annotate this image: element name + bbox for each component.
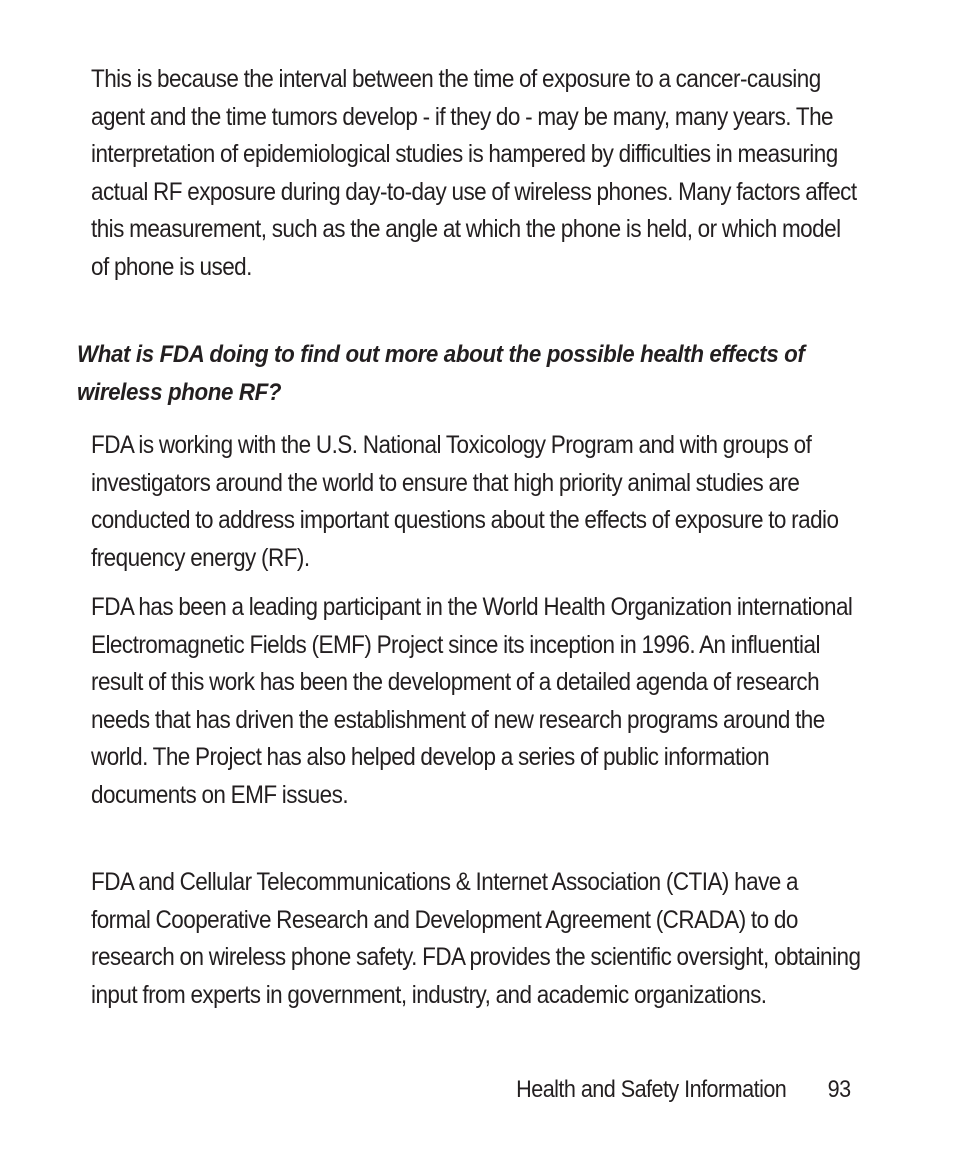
body-paragraph-emf-project: FDA has been a leading participant in the World Health Organization international Electromagnetic Fields (EMF) Project since its inception in 1996. An influential result of this work has been the development of a detailed agenda of research needs that has driven the establishment of new research programs around the world. The Project has also helped develop a series of public information documents on EMF issues.	[91, 593, 853, 809]
body-paragraph-exposure-interval: This is because the interval between the time of exposure to a cancer-causing agent and the time tumors develop - if they do - may be many, many years. The interpretation of epidemiological studies is hampered by difficulties in measuring actual RF exposure during day-to-day use of wireless phones. Many factors affect this measurement, such as the angle at which the phone is held, or which model of phone is used.	[91, 65, 857, 281]
section-heading: What is FDA doing to find out more about the possible health effects of wireless phone RF?	[77, 341, 805, 406]
body-paragraph-toxicology-program: FDA is working with the U.S. National Toxicology Program and with groups of investigators around the world to ensure that high priority animal studies are conducted to address important questions about the effects of exposure to radio frequency energy (RF).	[91, 431, 839, 572]
page-number: 93	[828, 1076, 851, 1103]
body-paragraph-ctia-crada: FDA and Cellular Telecommunications & Internet Association (CTIA) have a formal Cooperative Research and Development Agreement (CRADA) to do research on wireless phone safety. FDA provides the scientific oversight, obtaining input from experts in government, industry, and academic organizations.	[91, 868, 861, 1009]
page-footer	[517, 1072, 851, 1108]
footer-section-title: Health and Safety Information	[516, 1076, 787, 1103]
